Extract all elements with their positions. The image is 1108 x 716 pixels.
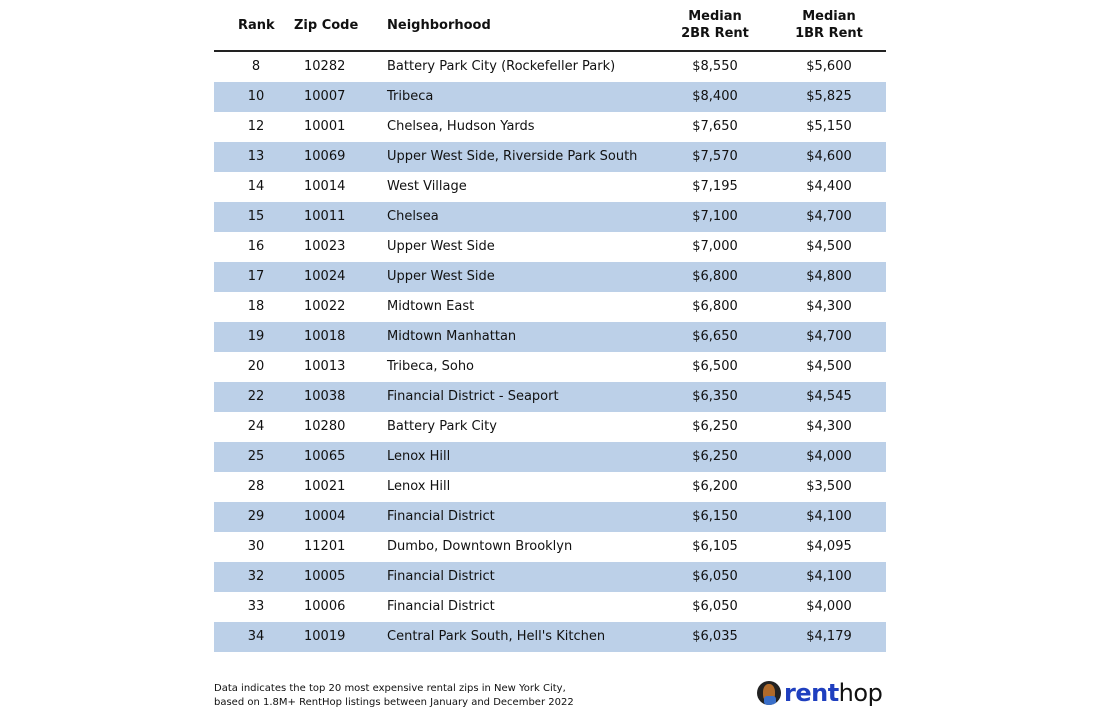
zip-cell: 11201	[304, 539, 346, 554]
header-neighborhood: Neighborhood	[387, 18, 491, 33]
zip-cell: 10021	[304, 479, 346, 494]
zip-cell: 10011	[304, 209, 346, 224]
table-row	[214, 412, 886, 442]
rank-cell: 12	[247, 119, 265, 134]
table-row	[214, 112, 886, 142]
zip-cell: 10018	[304, 329, 346, 344]
rank-cell: 15	[247, 209, 265, 224]
rank-cell: 17	[247, 269, 265, 284]
neighborhood-cell: Financial District - Seaport	[387, 389, 559, 404]
table-row	[214, 232, 886, 262]
rent-1br-cell: $3,500	[806, 479, 852, 494]
header-1br-line2: 1BR Rent	[795, 26, 863, 41]
footnote	[214, 682, 574, 710]
rank-cell: 20	[247, 359, 265, 374]
rent-1br-cell: $4,600	[806, 149, 852, 164]
header-1br-line1: Median	[802, 9, 856, 24]
zip-cell: 10024	[304, 269, 346, 284]
zip-cell: 10280	[304, 419, 346, 434]
neighborhood-cell: Battery Park City (Rockefeller Park)	[387, 59, 616, 74]
zip-cell: 10282	[304, 59, 346, 74]
table-row	[214, 592, 886, 622]
table-row	[214, 202, 886, 232]
zip-cell: 10007	[304, 89, 346, 104]
rent-1br-cell: $4,700	[806, 209, 852, 224]
zip-cell: 10019	[304, 629, 346, 644]
rent-2br-cell: $6,650	[692, 329, 738, 344]
rent-2br-cell: $8,400	[692, 89, 738, 104]
rent-2br-cell: $6,800	[692, 269, 738, 284]
neighborhood-cell: Battery Park City	[387, 419, 497, 434]
rent-1br-cell: $4,700	[806, 329, 852, 344]
zip-cell: 10069	[304, 149, 346, 164]
rent-2br-cell: $6,500	[692, 359, 738, 374]
rent-2br-cell: $8,550	[692, 59, 738, 74]
table-row	[214, 442, 886, 472]
table-body	[214, 52, 886, 652]
neighborhood-cell: Tribeca	[387, 89, 434, 104]
rank-cell: 13	[247, 149, 265, 164]
neighborhood-cell: Upper West Side	[387, 269, 495, 284]
rent-2br-cell: $7,650	[692, 119, 738, 134]
table-header	[214, 0, 886, 52]
rent-1br-cell: $4,095	[806, 539, 852, 554]
zip-cell: 10005	[304, 569, 346, 584]
header-rank: Rank	[238, 18, 275, 33]
rent-1br-cell: $5,600	[806, 59, 852, 74]
footnote-line-2: based on 1.8M+ RentHop listings between January and December 2022	[214, 697, 574, 708]
rent-table	[214, 0, 886, 652]
rank-cell: 16	[247, 239, 265, 254]
table-row	[214, 502, 886, 532]
zip-cell: 10065	[304, 449, 346, 464]
rent-1br-cell: $4,300	[806, 299, 852, 314]
rank-cell: 22	[247, 389, 265, 404]
zip-cell: 10038	[304, 389, 346, 404]
neighborhood-cell: Chelsea, Hudson Yards	[387, 119, 535, 134]
footnote-line-1: Data indicates the top 20 most expensive rental zips in New York City,	[214, 683, 566, 694]
rent-2br-cell: $7,195	[692, 179, 738, 194]
header-2br-line2: 2BR Rent	[681, 26, 749, 41]
zip-cell: 10001	[304, 119, 346, 134]
rank-cell: 24	[247, 419, 265, 434]
zip-cell: 10023	[304, 239, 346, 254]
neighborhood-cell: Dumbo, Downtown Brooklyn	[387, 539, 573, 554]
rent-1br-cell: $4,300	[806, 419, 852, 434]
header-2br-line1: Median	[688, 9, 742, 24]
table-row	[214, 622, 886, 652]
rent-2br-cell: $6,150	[692, 509, 738, 524]
rent-1br-cell: $4,179	[806, 629, 852, 644]
rank-cell: 25	[247, 449, 265, 464]
neighborhood-cell: Lenox Hill	[387, 479, 451, 494]
rent-1br-cell: $4,800	[806, 269, 852, 284]
rent-2br-cell: $7,100	[692, 209, 738, 224]
table-row	[214, 322, 886, 352]
renthop-logo	[757, 679, 882, 707]
logo-wordmark	[784, 679, 882, 707]
rent-1br-cell: $4,000	[806, 449, 852, 464]
rent-2br-cell: $6,105	[692, 539, 738, 554]
rent-2br-cell: $6,050	[692, 569, 738, 584]
rent-2br-cell: $6,800	[692, 299, 738, 314]
neighborhood-cell: Chelsea	[387, 209, 439, 224]
table-row	[214, 472, 886, 502]
header-median-1br	[784, 8, 874, 42]
zip-cell: 10013	[304, 359, 346, 374]
rent-1br-cell: $4,500	[806, 239, 852, 254]
rent-2br-cell: $6,050	[692, 599, 738, 614]
zip-cell: 10004	[304, 509, 346, 524]
rank-cell: 32	[247, 569, 265, 584]
rent-2br-cell: $6,035	[692, 629, 738, 644]
rank-cell: 30	[247, 539, 265, 554]
rent-1br-cell: $4,000	[806, 599, 852, 614]
rank-cell: 10	[247, 89, 265, 104]
rent-2br-cell: $7,570	[692, 149, 738, 164]
table-row	[214, 172, 886, 202]
rent-2br-cell: $6,350	[692, 389, 738, 404]
table-row	[214, 352, 886, 382]
neighborhood-cell: Financial District	[387, 599, 495, 614]
neighborhood-cell: Tribeca, Soho	[387, 359, 475, 374]
table-row	[214, 262, 886, 292]
rent-2br-cell: $6,200	[692, 479, 738, 494]
rent-2br-cell: $6,250	[692, 449, 738, 464]
rent-1br-cell: $4,545	[806, 389, 852, 404]
rent-2br-cell: $6,250	[692, 419, 738, 434]
zip-cell: 10006	[304, 599, 346, 614]
header-zip-code: Zip Code	[294, 18, 359, 33]
table-row	[214, 82, 886, 112]
table-row	[214, 562, 886, 592]
table-row	[214, 532, 886, 562]
neighborhood-cell: Financial District	[387, 569, 495, 584]
table-row	[214, 142, 886, 172]
table-row	[214, 292, 886, 322]
rent-1br-cell: $5,150	[806, 119, 852, 134]
zip-cell: 10022	[304, 299, 346, 314]
rank-cell: 28	[247, 479, 265, 494]
renthop-mascot-icon	[757, 681, 781, 705]
rent-1br-cell: $4,400	[806, 179, 852, 194]
neighborhood-cell: Midtown Manhattan	[387, 329, 517, 344]
rank-cell: 14	[247, 179, 265, 194]
rent-2br-cell: $7,000	[692, 239, 738, 254]
logo-bold-text: rent	[784, 679, 839, 707]
rank-cell: 29	[247, 509, 265, 524]
neighborhood-cell: Upper West Side, Riverside Park South	[387, 149, 638, 164]
rent-1br-cell: $5,825	[806, 89, 852, 104]
rent-1br-cell: $4,100	[806, 509, 852, 524]
neighborhood-cell: West Village	[387, 179, 467, 194]
neighborhood-cell: Central Park South, Hell's Kitchen	[387, 629, 606, 644]
header-median-2br	[670, 8, 760, 42]
rank-cell: 18	[247, 299, 265, 314]
logo-light-text: hop	[838, 679, 883, 707]
neighborhood-cell: Upper West Side	[387, 239, 495, 254]
table-row	[214, 52, 886, 82]
rent-1br-cell: $4,500	[806, 359, 852, 374]
neighborhood-cell: Midtown East	[387, 299, 475, 314]
zip-cell: 10014	[304, 179, 346, 194]
rank-cell: 19	[247, 329, 265, 344]
rank-cell: 8	[251, 59, 261, 74]
table-row	[214, 382, 886, 412]
rent-1br-cell: $4,100	[806, 569, 852, 584]
rank-cell: 33	[247, 599, 265, 614]
neighborhood-cell: Lenox Hill	[387, 449, 451, 464]
rank-cell: 34	[247, 629, 265, 644]
neighborhood-cell: Financial District	[387, 509, 495, 524]
